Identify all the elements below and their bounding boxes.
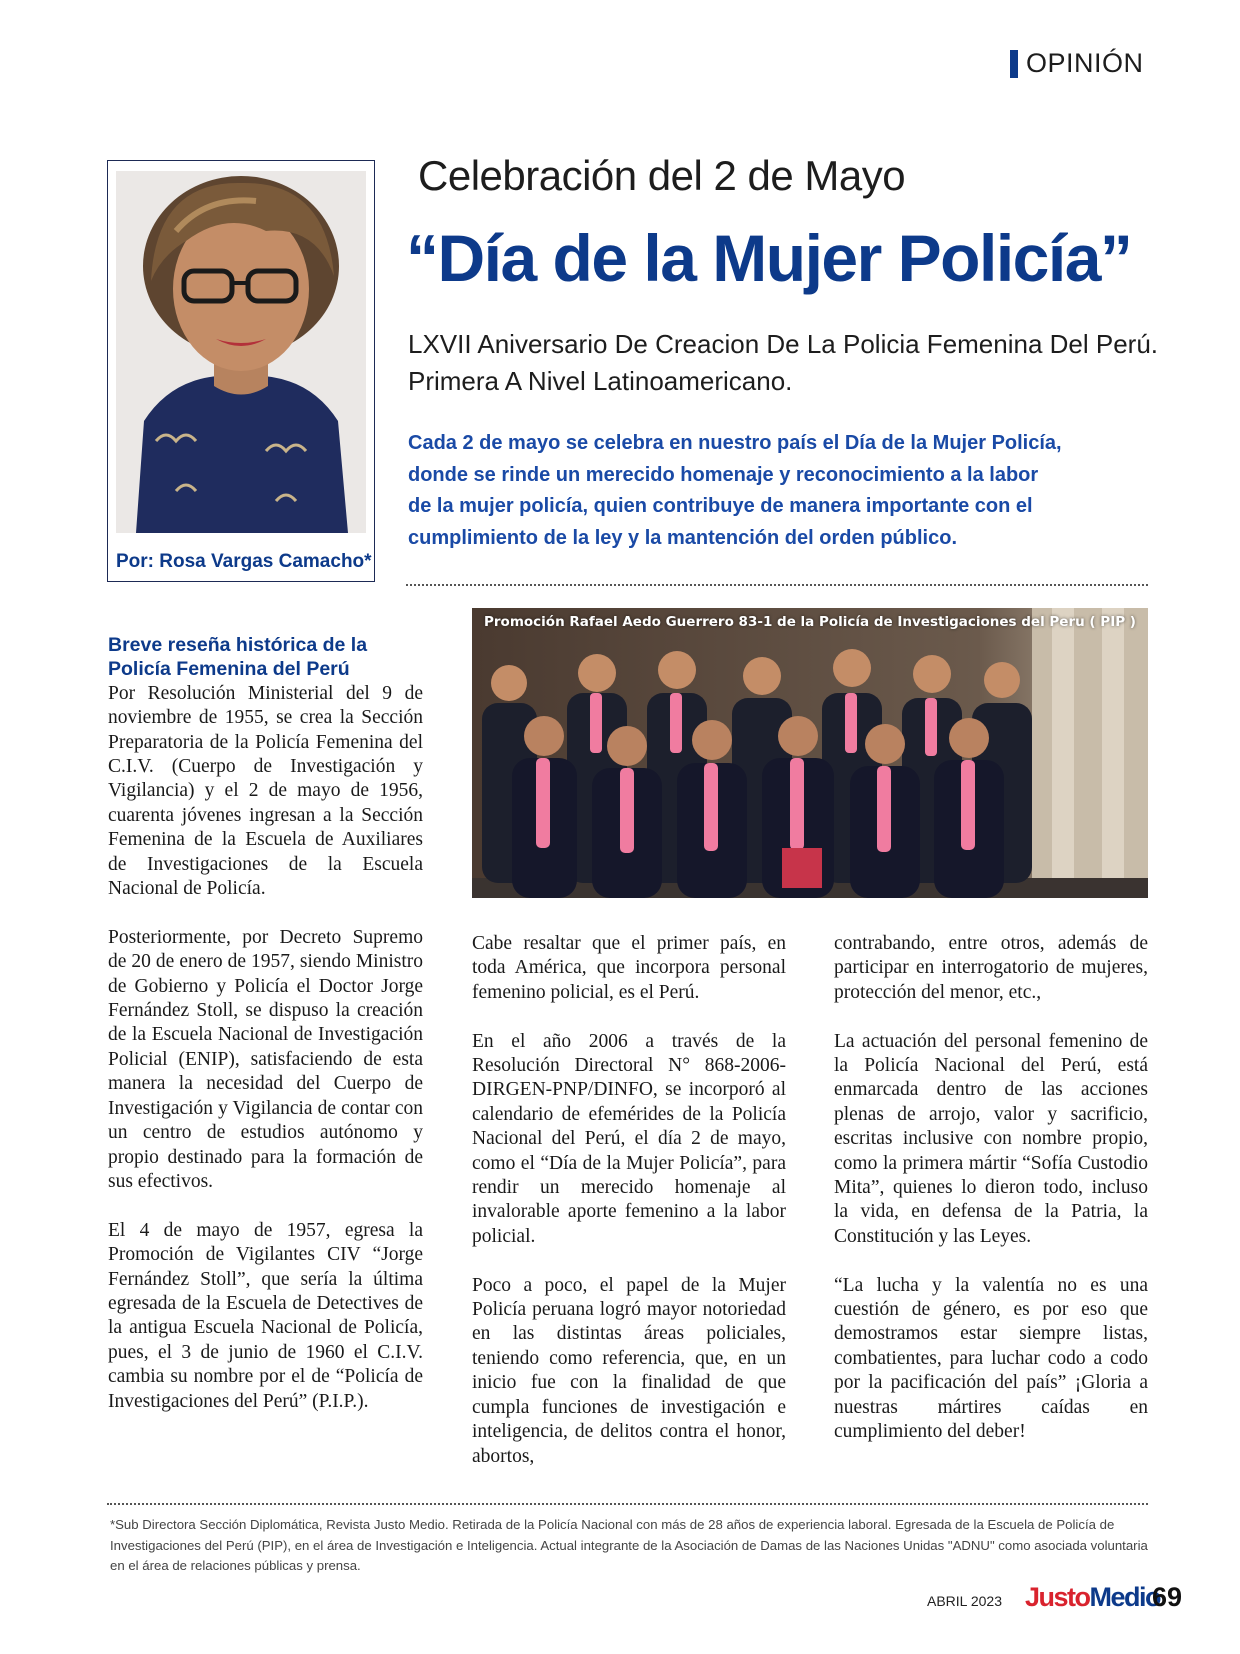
paragraph: Posteriormente, por Decreto Supremo de 20 de enero de 1957, siendo Ministro de Gobierno y Policía el Doctor Jorge Fernández Stoll, se dispuso la creación de la Escuela Nacional de Investigación Policial (ENIP), satisfaciendo de esta manera la necesidad del Cuerpo de Investigación y Vigilancia de contar con un centro de estudios autónomo y propio destinado para la formación de sus efectivos.: [108, 926, 423, 1192]
brand-logo-part: Medio: [1089, 1582, 1161, 1612]
subhead-line: Primera A Nivel Latinoamericano.: [408, 366, 793, 396]
paragraph: Poco a poco, el papel de la Mujer Policía peruana logró mayor notoriedad en las distintas áreas policiales, teniendo como referencia, que, en un inicio fue con la finalidad de que cumpla funciones de investigación e inteligencia, de delitos contra el honor, abortos,: [472, 1274, 786, 1467]
paragraph: El 4 de mayo de 1957, egresa la Promoción de Vigilantes CIV “Jorge Fernández Stoll”, que sería la última egresada de la Escuela de Detectives de la antigua Escuela Nacional de Policía, pues, el 3 de junio de 1960 el C.I.V. cambia su nombre por el de “Policía de Investigaciones del Perú” (P.I.P.).: [108, 1219, 423, 1412]
dek-line: Cada 2 de mayo se celebra en nuestro país el Día de la Mujer Policía,: [408, 432, 1062, 454]
paragraph: La actuación del personal femenino de la Policía Nacional del Perú, está enmarcada dentro de las acciones plenas de arrojo, valor y sacrificio, escritas inclusive con nombre propio, como la primera mártir “Sofía Custodio Mita”, quienes lo dieron todo, incluso la vida, en defensa de la Patria, la Constitución y las Leyes.: [834, 1030, 1148, 1247]
dek-line: de la mujer policía, quien contribuye de manera importante con el: [408, 495, 1033, 517]
issue-date: ABRIL 2023: [927, 1593, 1002, 1609]
article-subhead: [408, 326, 1168, 400]
dek-line: donde se rinde un merecido homenaje y reconocimiento a la labor: [408, 463, 1039, 486]
section-label: OPINIÓN: [1026, 48, 1144, 78]
article-headline: “Día de la Mujer Policía”: [406, 221, 1132, 295]
dek-line: cumplimiento de la ley y la mantención del orden público.: [408, 526, 957, 549]
brand-logo: [1025, 1582, 1160, 1613]
article-column-1: [108, 633, 423, 1438]
paragraph: Cabe resaltar que el primer país, en toda América, que incorpora personal femenino policial, es el Perú.: [472, 933, 786, 1003]
article-column-2: [472, 932, 786, 1493]
author-portrait-photo: [116, 171, 366, 533]
author-portrait: [116, 171, 366, 533]
dotted-divider-bottom: [107, 1503, 1148, 1505]
page-number: 69: [1152, 1582, 1183, 1612]
section-bar: [1010, 50, 1018, 78]
article-column-3: [834, 932, 1148, 1469]
article-kicker: Celebración del 2 de Mayo: [418, 152, 906, 199]
history-heading: Breve reseña histórica de la Policía Femenina del Perú: [108, 634, 368, 681]
subhead-line: LXVII Aniversario De Creacion De La Policia Femenina Del Perú.: [408, 329, 1159, 359]
group-photo: [472, 608, 1148, 898]
section-tag: [1010, 48, 1144, 79]
photo-caption: Promoción Rafael Aedo Guerrero 83-1 de la Policía de Investigaciones del Peru ( PIP ): [484, 614, 1136, 630]
paragraph: “La lucha y la valentía no es una cuestión de género, es por eso que demostramos estar siempre listas, combatientes, para luchar codo a codo por la pacificación del país” ¡Gloria a nuestras mártires caídas en cumplimiento del deber!: [834, 1274, 1148, 1443]
article-dek: [408, 428, 1108, 554]
paragraph: Por Resolución Ministerial del 9 de noviembre de 1955, se crea la Sección Preparatoria de la Policía Femenina del C.I.V. (Cuerpo de Investigación y Vigilancia) y el 2 de mayo de 1956, cuarenta jóvenes ingresan a la Sección Femenina de la Escuela de Auxiliares de Investigaciones de la Escuela Nacional de Policía.: [108, 682, 423, 900]
author-box: [107, 160, 375, 582]
brand-logo-part: Justo: [1025, 1582, 1090, 1612]
paragraph: En el año 2006 a través de la Resolución Directoral N° 868-2006- DIRGEN-PNP/DINFO, se incorporó al calendario de efemérides de la Policía Nacional del Perú, el día 2 de mayo, como el “Día de la Mujer Policía”, para rendir un merecido homenaje al invalorable aporte femenino a la labor policial.: [472, 1030, 786, 1247]
paragraph: contrabando, entre otros, además de participar en interrogatorio de mujeres, protección del menor, etc.,: [834, 933, 1148, 1003]
dotted-divider-top: [406, 584, 1148, 586]
author-footnote: *Sub Directora Sección Diplomática, Revista Justo Medio. Retirada de la Policía Nacional con más de 28 años de experiencia laboral. Egresada de la Escuela de Policía de Investigaciones del Perú (PIP), en el área de Investigación e Inteligencia. Actual integrante de la Asociación de Damas de las Naciones Unidas "ADNU" como asociada voluntaria en el área de relaciones públicas y prensa.: [110, 1517, 1148, 1573]
group-photo-image: [472, 608, 1148, 898]
author-byline: Por: Rosa Vargas Camacho*: [116, 551, 372, 572]
